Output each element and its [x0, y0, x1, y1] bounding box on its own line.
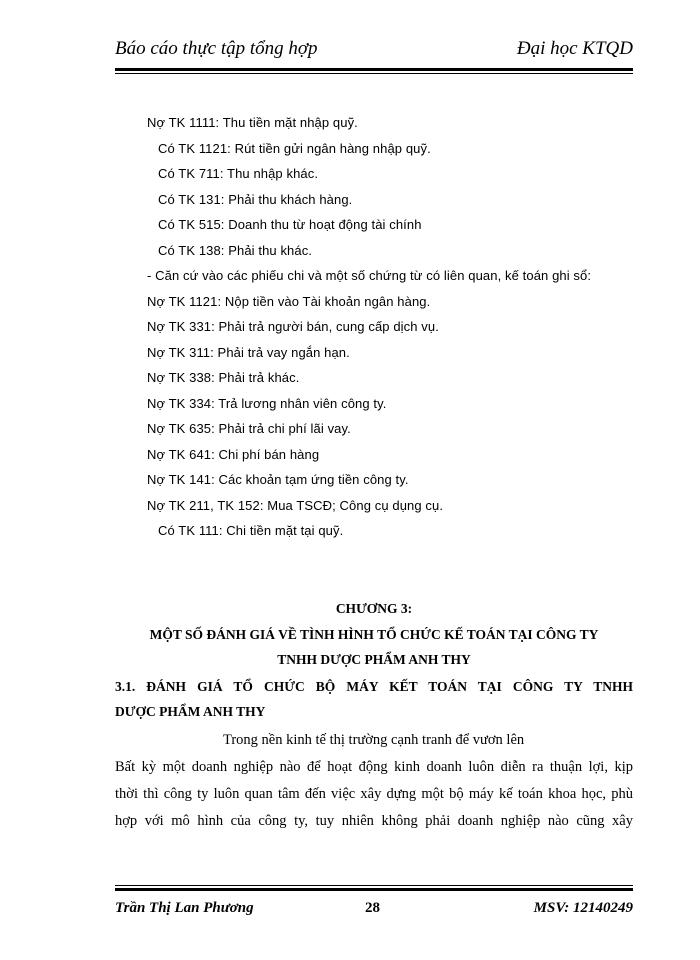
debit-entry: Nợ TK 211, TK 152: Mua TSCĐ; Công cụ dụng cụ.	[147, 497, 444, 513]
credit-entry: Có TK 711: Thu nhập khác.	[158, 166, 319, 181]
header-rule-thick	[115, 68, 633, 71]
footer-rule-thick	[115, 888, 633, 891]
debit-entry: Nợ TK 311: Phải trả vay ngắn hạn.	[147, 344, 350, 360]
header-report-title: Báo cáo thực tập tổng hợp	[115, 38, 318, 59]
page-footer	[115, 900, 633, 922]
debit-entry: Nợ TK 334: Trả lương nhân viên công ty.	[147, 395, 387, 411]
page-header	[115, 38, 633, 66]
paragraph-line: Trong nền kinh tế thị trường cạnh tranh để vươn lên	[223, 732, 525, 748]
credit-entry: Có TK 515: Doanh thu từ hoạt động tài chính	[158, 217, 422, 232]
debit-entry: Nợ TK 338: Phải trả khác.	[147, 370, 300, 385]
chapter-title-line2: TNHH DƯỢC PHẨM ANH THY	[277, 652, 471, 667]
credit-entry: Có TK 111: Chi tiền mặt tại quỹ.	[158, 523, 344, 538]
footer-rule-thin	[115, 885, 633, 886]
debit-entry: Nợ TK 331: Phải trả người bán, cung cấp dịch vụ.	[147, 319, 439, 334]
credit-entry: Có TK 1121: Rút tiền gửi ngân hàng nhập quỹ.	[158, 140, 431, 156]
footer-page-number: 28	[365, 900, 380, 916]
chapter-number: CHƯƠNG 3:	[335, 601, 413, 616]
entry-note: - Căn cứ vào các phiếu chi và một số chứng từ có liên quan, kế toán ghi sổ:	[147, 268, 592, 283]
header-rule-thin	[115, 73, 633, 74]
footer-author: Trần Thị Lan Phương	[115, 900, 254, 916]
footer-student-id: MSV: 12140249	[533, 900, 633, 916]
section-heading-line1: 3.1. ĐÁNH GIÁ TỔ CHỨC BỘ MÁY KẾT TOÁN TẠI CÔNG TY TNHH	[115, 679, 633, 694]
paragraph-line: hợp với mô hình của công ty, tuy nhiên không phải doanh nghiệp nào cũng xây	[115, 813, 633, 829]
section-heading-line2: DƯỢC PHẨM ANH THY	[115, 704, 266, 719]
debit-entry: Nợ TK 141: Các khoản tạm ứng tiền công ty.	[147, 472, 409, 487]
chapter-title-line1: MỘT SỐ ĐÁNH GIÁ VỀ TÌNH HÌNH TỔ CHỨC KẾ TOÁN TẠI CÔNG TY	[149, 627, 599, 642]
paragraph-line: thời thì công ty luôn quan tâm đến việc xây dựng một bộ máy kế toán khoa học, phù	[115, 786, 633, 802]
debit-entry: Nợ TK 1111: Thu tiền mặt nhập quỹ.	[147, 115, 358, 130]
paragraph-line: Bất kỳ một doanh nghiệp nào để hoạt động kinh doanh luôn diễn ra thuận lợi, kịp	[115, 759, 633, 775]
credit-entry: Có TK 138: Phải thu khác.	[158, 242, 313, 258]
credit-entry: Có TK 131: Phải thu khách hàng.	[158, 191, 353, 207]
debit-entry: Nợ TK 1121: Nộp tiền vào Tài khoản ngân hàng.	[147, 293, 431, 309]
debit-entry: Nợ TK 641: Chi phí bán hàng	[147, 446, 320, 462]
debit-entry: Nợ TK 635: Phải trả chi phí lãi vay.	[147, 421, 351, 436]
body-paragraph	[115, 727, 633, 835]
header-university: Đại học KTQD	[516, 38, 633, 59]
